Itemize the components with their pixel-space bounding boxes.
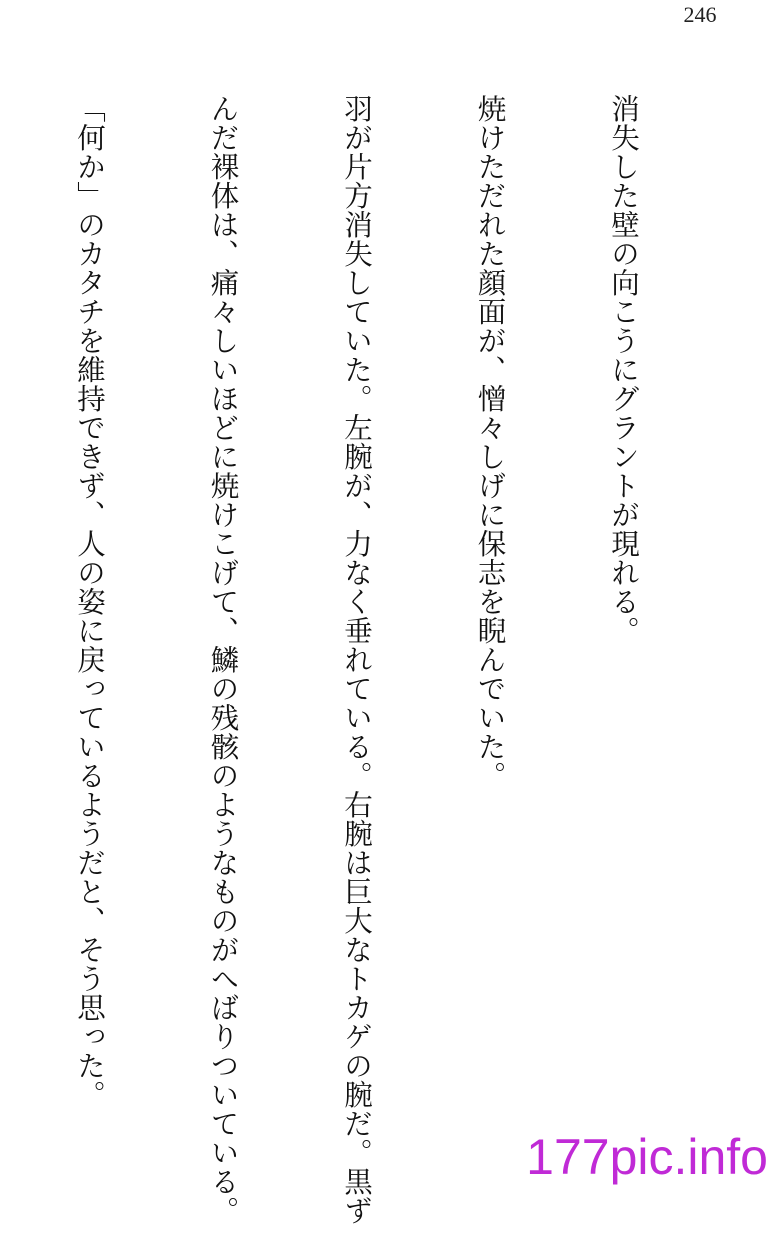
text-line: 消失した壁の向こうにグラントが現れる。 <box>607 94 640 645</box>
text-line: 焼けただれた顔面が、憎々しげに保志を睨んでいた。 <box>473 94 507 790</box>
text-line: んだ裸体は、痛々しいほどに焼けこげて、鱗の残骸のようなものがへばりついている。 <box>206 94 240 1225</box>
text-line: 羽が片方消失していた。左腕が、力なく垂れている。右腕は巨大なトカゲの腕だ。黒ず <box>340 94 373 1225</box>
page-number: 246 <box>683 2 717 27</box>
text-line: 「何か」のカタチを維持できず、人の姿に戻っているようだと、そう思った。 <box>73 94 106 1109</box>
watermark: 177pic.info <box>526 1129 768 1185</box>
